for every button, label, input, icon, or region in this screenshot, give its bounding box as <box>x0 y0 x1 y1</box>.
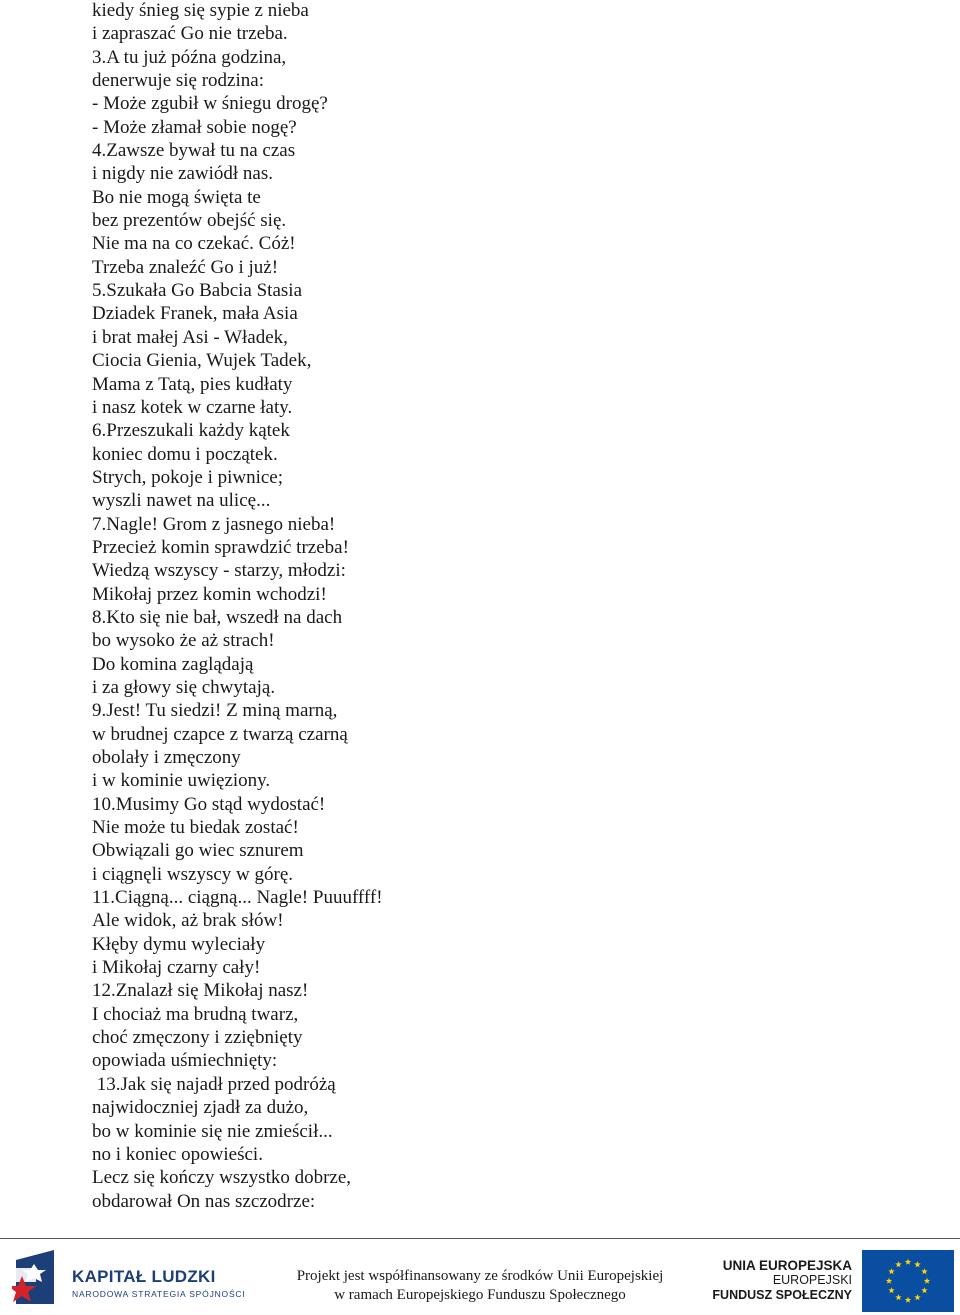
poem-line: Ale widok, aż brak słów! <box>92 910 284 932</box>
poem-line: 4.Zawsze bywał tu na czas <box>92 140 296 162</box>
poem-line: Dziadek Franek, mała Asia <box>92 303 298 325</box>
poem-line: no i koniec opowieści. <box>92 1143 263 1165</box>
kapital-ludzki-text <box>72 1267 246 1299</box>
poem-line: Mama z Tatą, pies kudłaty <box>92 373 293 395</box>
poem-text <box>92 0 383 1213</box>
eu-fund-line-2: FUNDUSZ SPOŁECZNY <box>712 1288 852 1302</box>
poem-line: w brudnej czapce z twarzą czarną <box>92 723 348 745</box>
poem-line: Wiedzą wszyscy - starzy, młodzi: <box>92 560 346 582</box>
poem-line: obdarował On nas szczodrze: <box>92 1190 316 1212</box>
poem-line: bo w kominie się nie zmieścił... <box>92 1120 333 1142</box>
poem-line: koniec domu i początek. <box>92 443 278 465</box>
poem-line: i nasz kotek w czarne łaty. <box>92 396 293 418</box>
poem-line: Mikołaj przez komin wchodzi! <box>92 583 327 605</box>
poem-line: - Może złamał sobie nogę? <box>92 116 297 138</box>
poem-line: I chociaż ma brudną twarz, <box>92 1003 299 1025</box>
poem-line: Ciocia Gienia, Wujek Tadek, <box>92 350 312 372</box>
project-note-line-1: Projekt jest współfinansowany ze środków Unii Europejskiej <box>296 1268 664 1284</box>
eu-flag-icon <box>862 1250 954 1312</box>
poem-line: i w kominie uwięziony. <box>92 770 271 792</box>
poem-line: wyszli nawet na ulicę... <box>92 490 271 512</box>
poem-line: i zapraszać Go nie trzeba. <box>92 23 288 45</box>
poem-line: 9.Jest! Tu siedzi! Z miną marną, <box>92 700 338 722</box>
poem-line: kiedy śnieg się sypie z nieba <box>92 0 309 21</box>
poem-line: opowiada uśmiechnięty: <box>92 1050 278 1072</box>
eu-fund-line-1: EUROPEJSKI <box>772 1273 852 1287</box>
poem-line: 3.A tu już późna godzina, <box>92 46 287 68</box>
poem-line: 5.Szukała Go Babcia Stasia <box>92 280 303 302</box>
kapital-ludzki-subtitle: NARODOWA STRATEGIA SPÓJNOŚCI <box>72 1289 246 1299</box>
project-funding-note <box>270 1267 690 1305</box>
poem-line: i brat małej Asi - Władek, <box>92 326 288 348</box>
poem-line: 7.Nagle! Grom z jasnego nieba! <box>92 513 336 535</box>
kapital-ludzki-logo-icon <box>12 1246 58 1308</box>
footer-divider <box>0 1238 960 1239</box>
poem-line: choć zmęczony i zziębnięty <box>92 1027 303 1049</box>
poem-line: 12.Znalazł się Mikołaj nasz! <box>92 980 309 1002</box>
poem-line: 6.Przeszukali każdy kątek <box>92 420 290 442</box>
poem-line: 8.Kto się nie bał, wszedł na dach <box>92 606 343 628</box>
poem-line: Kłęby dymu wyleciały <box>92 933 266 955</box>
poem-line: i Mikołaj czarny cały! <box>92 957 261 979</box>
poem-line: Bo nie mogą święta te <box>92 186 261 208</box>
eu-title: UNIA EUROPEJSKA <box>722 1258 852 1273</box>
poem-line: Strych, pokoje i piwnice; <box>92 466 284 488</box>
poem-line: bo wysoko że aż strach! <box>92 630 275 652</box>
poem-line: i ciągnęli wszyscy w górę. <box>92 863 294 885</box>
poem-line: Obwiązali go wiec sznurem <box>92 840 304 862</box>
project-note-line-2: w ramach Europejskiego Funduszu Społecznego <box>334 1287 626 1303</box>
poem-line: denerwuje się rodzina: <box>92 70 264 92</box>
footer <box>0 1238 960 1315</box>
poem-line: obolały i zmęczony <box>92 747 241 768</box>
poem-line: i za głowy się chwytają. <box>92 676 276 698</box>
poem-line: 13.Jak się najadł przed podróżą <box>92 1073 336 1095</box>
poem-line: 11.Ciągną... ciągną... Nagle! Puuuffff! <box>92 887 383 909</box>
poem-line: najwidoczniej zjadł za dużo, <box>92 1097 309 1119</box>
poem-line: Nie ma na co czekać. Cóż! <box>92 233 296 255</box>
poem-line: Lecz się kończy wszystko dobrze, <box>92 1167 352 1189</box>
poem-line: - Może zgubił w śniegu drogę? <box>92 93 328 115</box>
poem-line: Przecież komin sprawdzić trzeba! <box>92 536 349 558</box>
eu-text-block <box>712 1258 852 1303</box>
poem-line: Trzeba znaleźć Go i już! <box>92 256 279 278</box>
poem-line: i nigdy nie zawiódł nas. <box>92 163 273 185</box>
kapital-ludzki-title: KAPITAŁ LUDZKI <box>72 1267 216 1286</box>
poem-line: Do komina zaglądają <box>92 653 254 675</box>
poem-line: bez prezentów obejść się. <box>92 210 287 232</box>
poem-line: 10.Musimy Go stąd wydostać! <box>92 793 326 815</box>
poem-line: Nie może tu biedak zostać! <box>92 817 299 839</box>
